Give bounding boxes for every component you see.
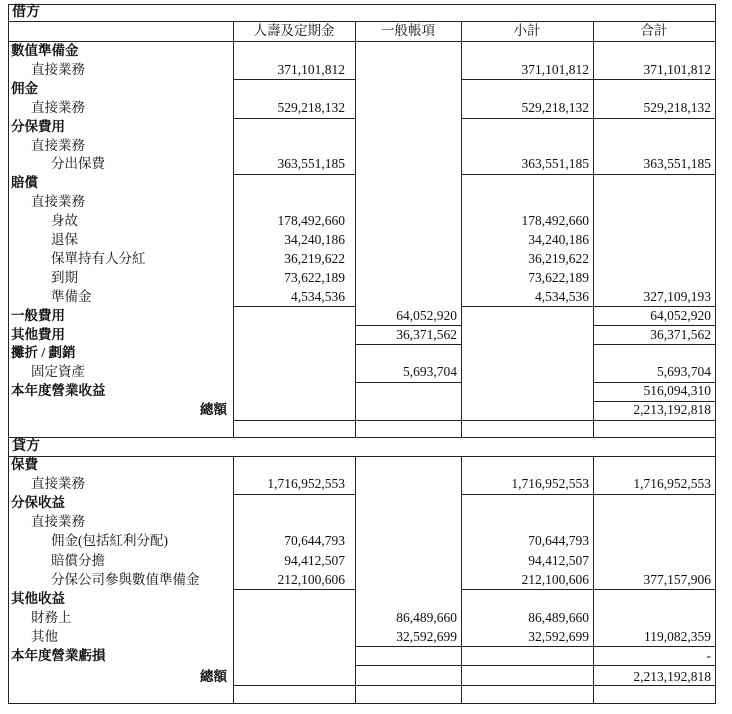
row-label: 數值準備金	[11, 43, 79, 58]
row-label: 其他	[31, 628, 58, 644]
statement-row	[9, 609, 715, 627]
statement-row	[9, 552, 715, 570]
row-label: 直接業務	[31, 476, 85, 492]
row-label: 固定資產	[31, 364, 85, 380]
value-c3: 32,592,699	[528, 628, 589, 644]
value-c4: 363,551,185	[643, 156, 711, 172]
financial-statement-sheet	[8, 4, 716, 704]
row-label: 到期	[51, 269, 78, 285]
row-label: 直接業務	[31, 514, 85, 530]
row-label: 退保	[51, 232, 78, 247]
value-c3: 178,492,660	[521, 213, 589, 229]
value-c2: 5,693,704	[403, 364, 457, 380]
row-rule	[355, 325, 461, 326]
statement-row	[9, 344, 715, 362]
statement-row	[9, 212, 715, 230]
value-c1: 36,219,622	[284, 250, 345, 266]
statement-row	[9, 231, 715, 249]
column-rule	[593, 21, 594, 438]
statement-row	[9, 155, 715, 173]
row-rule	[461, 306, 593, 307]
row-rule	[9, 456, 715, 457]
row-label: 直接業務	[31, 99, 85, 115]
value-c1: 371,101,812	[277, 61, 345, 77]
row-label: 分出保費	[51, 156, 105, 172]
row-label: 準備金	[51, 288, 92, 304]
debit-total-row	[9, 401, 715, 419]
value-c4: 64,052,920	[650, 307, 711, 323]
row-rule	[233, 420, 715, 421]
value-c4: 36,371,562	[650, 326, 711, 342]
value-c3: 34,240,186	[528, 232, 589, 247]
value-c3: 70,644,793	[528, 533, 589, 549]
value-c4: 327,109,193	[643, 288, 711, 304]
row-label: 佣金	[11, 80, 38, 96]
credit-total-value: 2,213,192,818	[633, 669, 711, 684]
value-c1: 70,644,793	[284, 533, 345, 549]
value-c1: 212,100,606	[277, 571, 345, 587]
statement-row	[9, 532, 715, 550]
value-c4: 5,693,704	[657, 364, 711, 380]
value-c3: 4,534,536	[535, 288, 589, 304]
column-rule	[461, 21, 462, 438]
statement-row	[9, 250, 715, 268]
value-c3: 36,219,622	[528, 250, 589, 266]
statement-row	[9, 137, 715, 155]
row-rule	[9, 437, 715, 438]
column-header-subtotal: 小計	[513, 23, 541, 38]
row-rule	[9, 41, 715, 42]
row-label: 保費	[11, 457, 38, 472]
debit-total-label: 總額	[200, 402, 227, 417]
value-c1: 529,218,132	[277, 99, 345, 115]
value-c3: 73,622,189	[528, 269, 589, 285]
row-label: 保單持有人分紅	[51, 250, 146, 266]
statement-row	[9, 647, 715, 665]
statement-row	[9, 456, 715, 474]
row-label: 財務上	[31, 609, 72, 625]
statement-row	[9, 382, 715, 400]
statement-row	[9, 513, 715, 531]
statement-row	[9, 590, 715, 608]
row-label: 其他收益	[11, 590, 65, 606]
value-c4: 119,082,359	[644, 628, 711, 644]
statement-row	[9, 61, 715, 79]
value-c1: 34,240,186	[284, 232, 345, 247]
column-rule	[233, 21, 234, 438]
statement-row	[9, 269, 715, 287]
row-rule	[233, 174, 355, 175]
row-label: 直接業務	[31, 137, 85, 153]
value-c3: 86,489,660	[528, 609, 589, 625]
row-label: 身故	[51, 213, 78, 229]
statement-row	[9, 571, 715, 589]
row-label: 直接業務	[31, 61, 85, 77]
statement-row	[9, 42, 715, 60]
row-rule	[233, 494, 355, 495]
value-c2: 36,371,562	[396, 326, 457, 342]
column-header-general: 一般帳項	[381, 23, 435, 38]
row-rule	[233, 306, 355, 307]
column-rule	[355, 21, 356, 438]
value-c4: 371,101,812	[643, 61, 711, 77]
statement-row	[9, 628, 715, 646]
value-c1: 94,412,507	[284, 552, 345, 568]
row-label: 分保公司參與數值準備金	[51, 571, 200, 587]
value-c1: 178,492,660	[277, 213, 345, 229]
value-c3: 363,551,185	[521, 156, 589, 172]
column-header-life: 人壽及定期金	[253, 23, 335, 38]
row-rule	[233, 118, 355, 119]
statement-row	[9, 475, 715, 493]
statement-row	[9, 80, 715, 98]
value-c1: 363,551,185	[277, 156, 345, 172]
row-rule	[461, 494, 715, 495]
row-rule	[461, 589, 715, 590]
value-c2: 32,592,699	[396, 628, 457, 644]
row-label: 佣金(包括紅利分配)	[51, 533, 168, 549]
row-label: 本年度營業虧損	[11, 648, 106, 663]
value-c2: 86,489,660	[396, 609, 457, 625]
value-c1: 4,534,536	[291, 288, 345, 304]
credit-total-row	[9, 668, 715, 686]
credit-section-title: 貸方	[12, 439, 40, 454]
value-c4: 529,218,132	[643, 99, 711, 115]
statement-row	[9, 363, 715, 381]
value-c3: 529,218,132	[521, 99, 589, 115]
row-rule	[593, 306, 715, 307]
row-rule	[355, 382, 461, 383]
statement-row	[9, 174, 715, 192]
value-c3: 212,100,606	[521, 571, 589, 587]
row-rule	[461, 174, 715, 175]
statement-row	[9, 326, 715, 344]
row-rule	[593, 401, 715, 402]
statement-row	[9, 118, 715, 136]
statement-row	[9, 288, 715, 306]
row-label: 攤折 / 劃銷	[11, 345, 76, 361]
statement-row	[9, 307, 715, 325]
row-label: 分保費用	[11, 118, 65, 134]
row-rule	[461, 118, 715, 119]
value-c4: 516,094,310	[643, 383, 711, 399]
credit-total-label: 總額	[200, 669, 227, 684]
column-header-total: 合計	[640, 23, 668, 38]
value-c3: 371,101,812	[521, 61, 589, 77]
value-c3: 1,716,952,553	[511, 476, 589, 492]
row-rule	[593, 344, 715, 345]
row-rule	[593, 325, 715, 326]
row-label: 分保收益	[11, 495, 65, 511]
value-c1: 1,716,952,553	[267, 476, 345, 492]
row-rule	[9, 21, 715, 22]
debit-total-value: 2,213,192,818	[633, 402, 711, 417]
row-rule	[355, 646, 461, 647]
value-c3: 94,412,507	[528, 552, 589, 568]
value-c2: 64,052,920	[396, 307, 457, 323]
row-rule	[593, 382, 715, 383]
statement-row	[9, 193, 715, 211]
row-label: 其他費用	[11, 326, 65, 342]
row-rule	[461, 79, 715, 80]
row-label: 一般費用	[11, 307, 65, 323]
value-c4: 1,716,952,553	[633, 476, 711, 492]
value-c4: -	[706, 648, 711, 663]
row-rule	[461, 646, 715, 647]
row-rule	[233, 589, 355, 590]
statement-row	[9, 99, 715, 117]
value-c1: 73,622,189	[284, 269, 345, 285]
row-rule	[233, 685, 715, 686]
debit-section-title: 借方	[12, 5, 40, 20]
statement-row	[9, 494, 715, 512]
row-label: 賠償	[11, 175, 38, 191]
row-label: 本年度營業收益	[11, 383, 106, 399]
row-label: 直接業務	[31, 194, 85, 210]
value-c4: 377,157,906	[643, 571, 711, 587]
row-label: 賠償分擔	[51, 552, 105, 568]
row-rule	[593, 665, 715, 666]
row-rule	[233, 79, 355, 80]
row-rule	[355, 344, 461, 345]
